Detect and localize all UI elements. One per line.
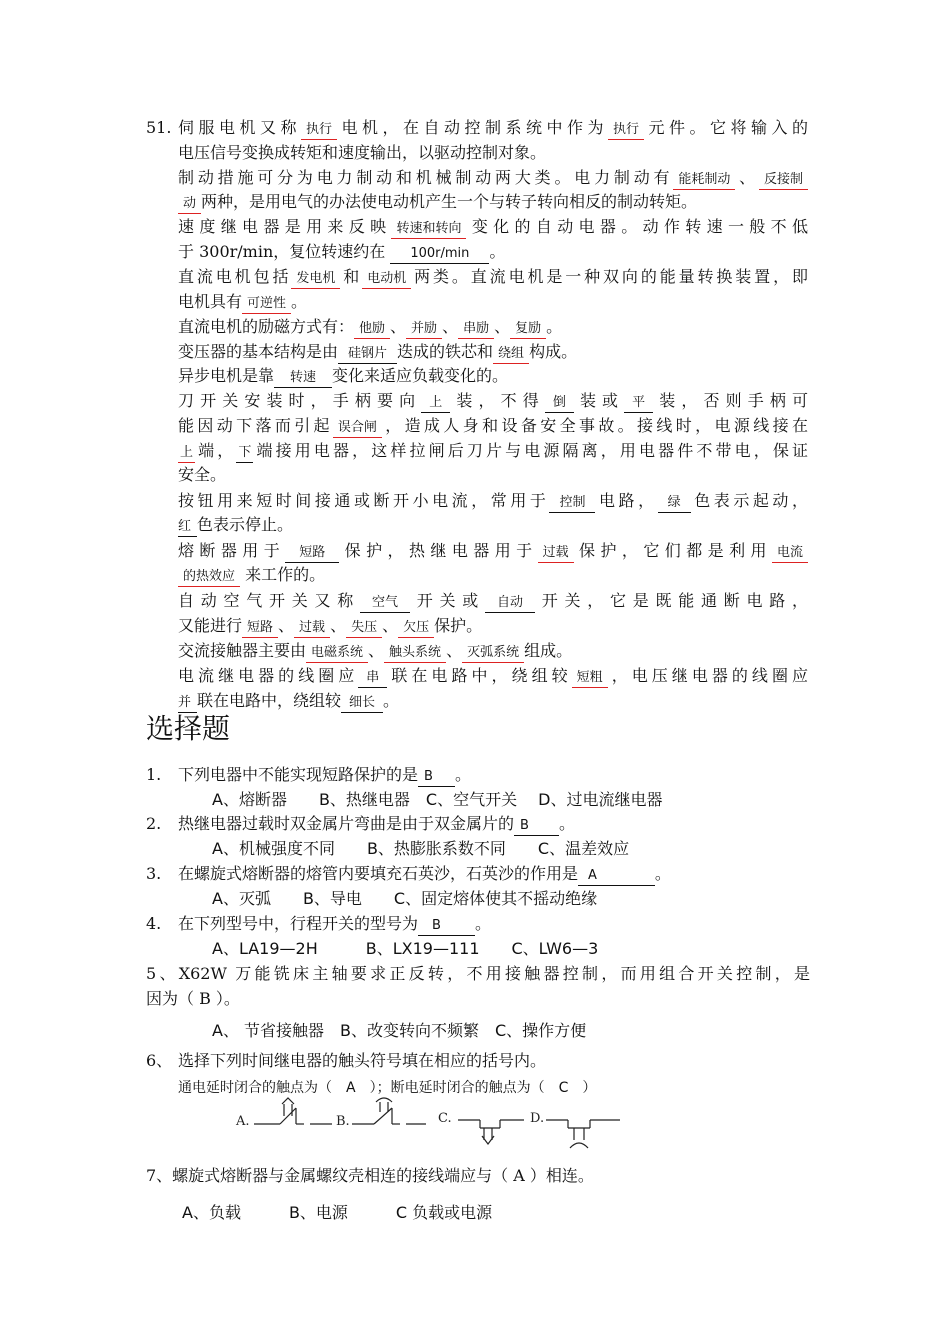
- text: 装，不得: [450, 391, 545, 410]
- answer: 他励: [354, 320, 390, 339]
- text: 、: [446, 641, 463, 660]
- text: 熔断器用于: [178, 541, 286, 560]
- question-number: 1.: [146, 765, 162, 784]
- text: 来工作的。: [245, 565, 326, 584]
- section-heading: 选择题: [146, 712, 231, 745]
- text: 。: [474, 914, 491, 933]
- text: 、: [494, 317, 511, 336]
- text: 变化的自动电器。动作转速一般不低: [466, 217, 808, 236]
- symbol-label-d: D.: [530, 1111, 545, 1126]
- text: 组成。: [524, 641, 573, 660]
- answer: 绕组: [493, 345, 529, 364]
- answer: 并: [178, 694, 197, 713]
- answer: 误合闸: [333, 419, 382, 438]
- text: 装或: [573, 391, 625, 410]
- text: 两类。直流电机是一种双向的能量转换装置，即: [411, 267, 808, 286]
- options: A、灭弧 B、导电 C、固定熔体使其不摇动绝缘: [212, 889, 598, 908]
- text: 能因动下落而引起: [178, 416, 333, 435]
- answer: 过载: [538, 544, 574, 563]
- text: 保护，热继电器用于: [339, 541, 538, 560]
- text: 端接用电器，这样拉闸后刀片与电源隔离，用电器件不带电，保证: [253, 441, 808, 460]
- text: 、: [735, 168, 759, 187]
- answer: 串励: [458, 320, 494, 339]
- text: 两种，是用电气的办法使电动机产生一个与转子转向相反的制动转矩。: [201, 192, 698, 211]
- question-line: 选择下列时间继电器的触头符号填在相应的括号内。: [178, 1051, 547, 1070]
- answer: 绿: [658, 494, 691, 513]
- fill-line: [178, 315, 808, 339]
- answer: 红: [178, 518, 197, 537]
- text: 、: [442, 317, 459, 336]
- answer: 过载: [294, 619, 330, 638]
- text: 电机，在自动控制系统中作为: [337, 118, 608, 137]
- text: 开关，它是既能通断电路，: [535, 591, 808, 610]
- fill-line: [178, 240, 808, 264]
- fill-line: [178, 190, 808, 214]
- fill-line: [178, 364, 808, 388]
- fill-line: [178, 539, 808, 563]
- fill-line: [178, 340, 808, 364]
- text: 按钮用来短时间接通或断开小电流，常用于: [178, 491, 550, 510]
- text: 电路，: [595, 491, 658, 510]
- text: 装，否则手柄可: [653, 391, 808, 410]
- text: 。: [654, 864, 671, 883]
- answer: A: [578, 867, 655, 886]
- answer: 电磁系统: [306, 644, 368, 663]
- text: 联在电路中，绕组较: [197, 691, 342, 710]
- answer: 灭弧系统: [462, 644, 524, 663]
- text: 开关或: [410, 591, 485, 610]
- answer: 控制: [549, 494, 595, 513]
- options: A、LA19—2H B、LX19—111 C、LW6—3: [212, 939, 599, 958]
- text: 构成。: [529, 342, 578, 361]
- text: 电机具有: [178, 292, 243, 311]
- text: 于 300r/min，复位转速约在: [178, 242, 386, 261]
- fill-line: [178, 664, 808, 688]
- text: 直流电机包括: [178, 267, 292, 286]
- fill-line: [178, 265, 808, 289]
- answer: 发电机: [291, 270, 340, 289]
- answer: B: [418, 917, 475, 936]
- text: 元件。它将输入的: [643, 118, 808, 137]
- symbol-label-a: A.: [236, 1114, 250, 1129]
- answer: 复励: [510, 320, 546, 339]
- text: 、: [390, 317, 407, 336]
- answer: B: [418, 768, 455, 787]
- answer: 短粗: [572, 669, 608, 688]
- text: 伺服电机又称: [178, 118, 301, 137]
- answer: 自动: [485, 594, 535, 613]
- text: 。: [454, 765, 471, 784]
- text: 制动措施可分为电力制动和机械制动两大类。电力制动有: [178, 168, 674, 187]
- sub-question: 通电延时闭合的触点为（ A ）；断电延时闭合的触点为（ C ）: [178, 1080, 597, 1096]
- text: 交流接触器主要由: [178, 641, 307, 660]
- answer: 倒: [545, 394, 574, 413]
- options: A、熔断器 B、热继电器 C、空气开关 D、过电流继电器: [212, 790, 663, 809]
- text: 在下列型号中，行程开关的型号为: [178, 914, 419, 933]
- text: 色表示停止。: [197, 515, 294, 534]
- answer: 欠压: [398, 619, 434, 638]
- symbol-label-c: C.: [438, 1111, 452, 1126]
- symbol-label-b: B.: [336, 1114, 350, 1129]
- fill-line: [178, 439, 808, 463]
- text: 、: [278, 616, 295, 635]
- fill-line: [178, 389, 808, 413]
- text: 直流电机的励磁方式有：: [178, 317, 355, 336]
- text: 、: [382, 616, 399, 635]
- fill-line: [178, 513, 808, 537]
- text: 。: [558, 814, 575, 833]
- fill-line: [178, 116, 808, 140]
- text: 。: [291, 292, 308, 311]
- answer: 可逆性: [242, 295, 291, 314]
- fill-line: [178, 489, 808, 513]
- text: 在螺旋式熔断器的熔管内要填充石英沙，石英沙的作用是: [178, 864, 579, 883]
- fill-line: [178, 589, 808, 613]
- question-line: 5、X62W 万能铣床主轴要求正反转，不用接触器控制，而用组合开关控制，是: [146, 964, 810, 983]
- question-number: 51.: [146, 118, 172, 137]
- answer: 下: [236, 444, 253, 463]
- question-number: 2.: [146, 814, 162, 833]
- text: 热继电器过载时双金属片弯曲是由于双金属片的: [178, 814, 515, 833]
- contact-symbols-diagram: [234, 1096, 634, 1152]
- question-line: [178, 862, 808, 886]
- fill-line: [178, 414, 808, 438]
- answer: 转速和转向: [391, 220, 466, 239]
- fill-line: [178, 689, 808, 713]
- answer: 能耗制动: [673, 171, 735, 190]
- answer: 上: [421, 394, 450, 413]
- options: A、负载 B、电源 C 负载或电源: [182, 1203, 493, 1222]
- answer: 执行: [608, 121, 644, 140]
- text: 迭成的铁芯和: [397, 342, 494, 361]
- text: 保护。: [434, 616, 483, 635]
- answer: 上: [178, 444, 195, 463]
- text: 联在电路中，绕组较: [387, 666, 572, 685]
- fill-line: [178, 614, 808, 638]
- text: ，造成人身和设备安全事故。接线时，电源线接在: [381, 416, 808, 435]
- text: 和: [340, 267, 363, 286]
- text: 。: [383, 691, 400, 710]
- fill-line: [178, 215, 808, 239]
- text: 端，: [195, 441, 237, 460]
- answer: 硅钢片: [338, 345, 397, 364]
- question-number: 4.: [146, 914, 162, 933]
- text: 变压器的基本结构是由: [178, 342, 339, 361]
- text: 刀开关安装时，手柄要向: [178, 391, 422, 410]
- text: 又能进行: [178, 616, 243, 635]
- text: 色表示起动，: [690, 491, 808, 510]
- text: 电流继电器的线圈应: [178, 666, 359, 685]
- answer: 空气: [360, 594, 410, 613]
- question-number: 6、: [146, 1051, 173, 1070]
- answer: 电动机: [362, 270, 411, 289]
- text: 。: [489, 242, 506, 261]
- question-number: 3.: [146, 864, 162, 883]
- answer: 失压: [346, 619, 382, 638]
- text: 、: [368, 641, 385, 660]
- text: 。: [546, 317, 563, 336]
- text: ，电压继电器的线圈应: [607, 666, 808, 685]
- question-line: 因为（ B ）。: [146, 989, 240, 1008]
- answer: 100r/min: [390, 245, 489, 264]
- text: 保护，它们都是利用: [573, 541, 772, 560]
- answer: 反接制: [759, 171, 808, 190]
- fill-line: [178, 639, 808, 663]
- text: 下列电器中不能实现短路保护的是: [178, 765, 419, 784]
- text: 变化来适应负载变化的。: [332, 366, 509, 385]
- answer: 并励: [406, 320, 442, 339]
- answer: 短路: [242, 619, 278, 638]
- options: A、机械强度不同 B、热膨胀系数不同 C、温差效应: [212, 839, 630, 858]
- answer: 转速: [274, 369, 332, 388]
- answer: 动: [178, 195, 201, 214]
- fill-line: [178, 166, 808, 190]
- text: 速度继电器是用来反映: [178, 217, 392, 236]
- answer: 触头系统: [384, 644, 446, 663]
- answer: 平: [624, 394, 653, 413]
- fill-line: 电压信号变换成转矩和速度输出，以驱动控制对象。: [178, 143, 547, 162]
- answer: 串: [358, 669, 387, 688]
- fill-line: [178, 290, 808, 314]
- answer: 电流: [772, 544, 808, 563]
- question-line: [178, 763, 808, 787]
- text: 自动空气开关又称: [178, 591, 360, 610]
- answer: B: [514, 817, 559, 836]
- answer: 执行: [301, 121, 337, 140]
- text: 异步电机是靠: [178, 366, 275, 385]
- text: 、: [330, 616, 347, 635]
- options: A、 节省接触器 B、改变转向不频繁 C、操作方便: [212, 1021, 587, 1040]
- answer: 短路: [285, 544, 339, 563]
- fill-line: 安全。: [178, 465, 227, 484]
- question-line: [178, 812, 808, 836]
- answer: 的热效应: [178, 568, 240, 587]
- question-line: [178, 912, 808, 936]
- question-line: 7、螺旋式熔断器与金属螺纹壳相连的接线端应与（ A ）相连。: [146, 1166, 594, 1185]
- fill-line: [178, 563, 808, 587]
- answer: 细长: [341, 694, 383, 713]
